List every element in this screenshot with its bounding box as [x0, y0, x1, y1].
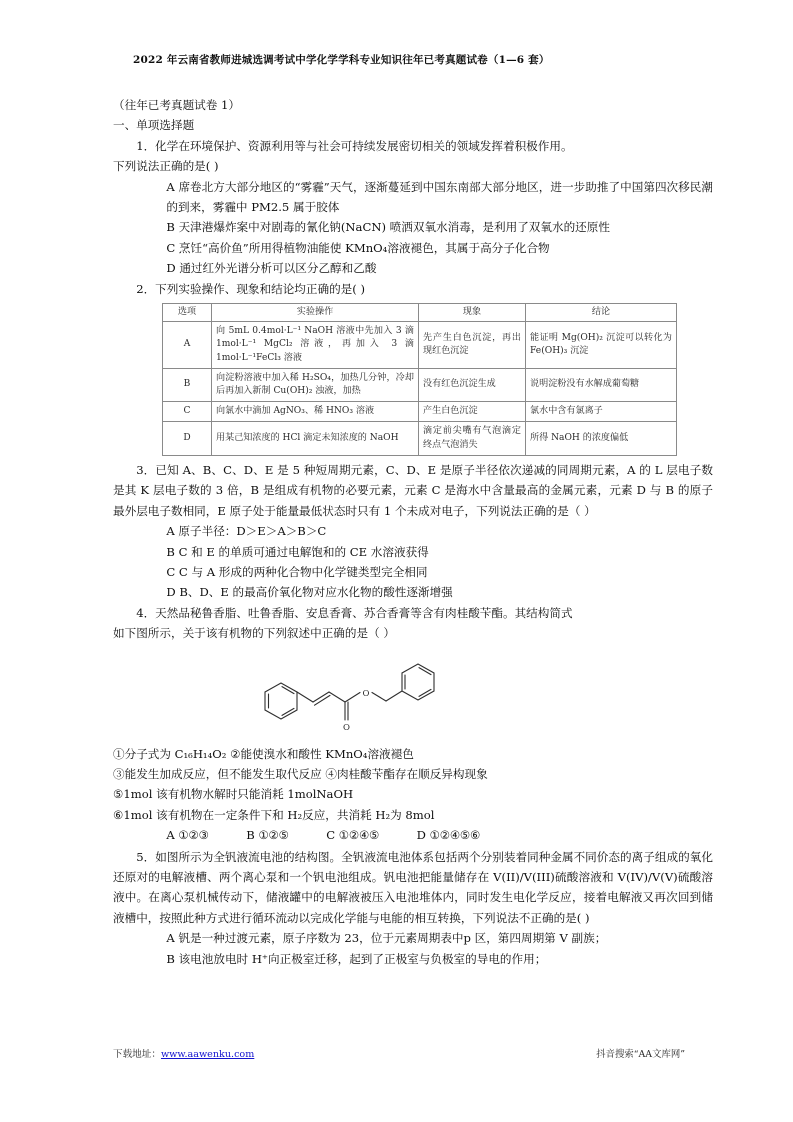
q1-stem-line2: 下列说法正确的是( ) — [113, 159, 219, 174]
table-row — [163, 422, 677, 455]
table-header-option: 选项 — [163, 304, 212, 322]
table-header-phenomenon: 现象 — [419, 304, 526, 322]
q4-answer-a-letter: A — [166, 828, 175, 843]
row-b-operation: 向淀粉溶液中加入稀 H₂SO₄，加热几分钟，冷却后再加入新制 Cu(OH)₂ 浊液，加热 — [212, 368, 419, 401]
download-address — [113, 1046, 254, 1060]
q3-option-c: C C 与 A 形成的两种化合物中化学键类型完全相同 — [166, 564, 428, 579]
q4-answer-d-letter: D — [416, 828, 426, 843]
q3-stem: 3．已知 A、B、C、D、E 是 5 种短周期元素，C、D、E 是原子半径依次递减的同周期元素，A 的 L 层电子数是其 K 层电子数的 3 倍，B 是组成有机物的必要元素，元素 C 是海水中含量最高的金属元素，元素 D 与 B 的原子最外层电子数相同，E 原子处于能量最低状态时只有 1 个未成对电子，下列说法正确的是（ ） — [113, 462, 713, 518]
q4-statement-3-4: ③能发生加成反应，但不能发生取代反应 ④肉桂酸苄酯存在顺反异构现象 — [113, 766, 488, 781]
row-b-conclusion: 说明淀粉没有水解成葡萄糖 — [526, 368, 677, 401]
table-header-operation: 实验操作 — [212, 304, 419, 322]
benzyl-cinnamate-structure-icon — [253, 644, 493, 744]
download-link[interactable]: www.aawenku.com — [160, 1049, 255, 1060]
q1-stem-line1: 1．化学在环境保护、资源利用等与社会可持续发展密切相关的领域发挥着积极作用。 — [136, 138, 573, 153]
q3-option-a: A 原子半径：D＞E＞A＞B＞C — [166, 524, 327, 539]
q4-answer-c-value: ①②④⑤ — [338, 829, 380, 843]
q4-statement-5: ⑤1mol 该有机物水解时只能消耗 1molNaOH — [113, 787, 354, 802]
row-d-conclusion: 所得 NaOH 的浓度偏低 — [526, 422, 677, 455]
row-c-option: C — [163, 402, 212, 422]
table-row — [163, 368, 677, 401]
download-label: 下载地址： — [113, 1049, 161, 1060]
q2-stem: 2．下列实验操作、现象和结论均正确的是( ) — [136, 281, 365, 296]
q4-answer-b-value: ①②⑤ — [258, 829, 289, 843]
q5-option-b: B 该电池放电时 H⁺向正极室迁移，起到了正极室与负极室的导电的作用； — [166, 951, 547, 966]
q1-option-a: A 席卷北方大部分地区的“雾霾”天气，逐渐蔓延到中国东南部大部分地区，进一步助推了中国第四次移民潮的到来，雾霾中 PM2.5 属于胶体 — [166, 179, 713, 215]
douyin-note: 抖音搜索“AA文库网” — [596, 1049, 685, 1060]
q4-answer-d-value: ①②④⑤⑥ — [429, 829, 481, 843]
row-b-phenomenon: 没有红色沉淀生成 — [419, 368, 526, 401]
table-row — [163, 402, 677, 422]
table-header-conclusion: 结论 — [526, 304, 677, 322]
q4-statement-6: ⑥1mol 该有机物在一定条件下和 H₂反应，共消耗 H₂为 8mol — [113, 807, 435, 822]
q4-answer-row — [113, 825, 713, 846]
structure-figure — [113, 646, 713, 742]
row-b-option: B — [163, 368, 212, 401]
experiment-table — [162, 303, 677, 456]
table-header-row — [163, 304, 677, 322]
row-a-conclusion: 能证明 Mg(OH)₂ 沉淀可以转化为 Fe(OH)₃ 沉淀 — [526, 322, 677, 369]
row-d-option: D — [163, 422, 212, 455]
q4-answer-c-letter: C — [326, 828, 336, 843]
q3-option-b: B C 和 E 的单质可通过电解饱和的 CE 水溶液获得 — [166, 544, 429, 559]
ester-oxygen-label: O — [362, 688, 370, 699]
document-body — [113, 95, 713, 969]
q4-answer-b-letter: B — [246, 828, 255, 843]
row-d-phenomenon: 滴定前尖嘴有气泡滴定终点气泡消失 — [419, 422, 526, 455]
row-c-conclusion: 氯水中含有氯离子 — [526, 402, 677, 422]
row-a-phenomenon: 先产生白色沉淀，再出现红色沉淀 — [419, 322, 526, 369]
section-heading: 一、单项选择题 — [113, 118, 195, 133]
row-a-option: A — [163, 322, 212, 369]
q5-option-a: A 钒是一种过渡元素，原子序数为 23，位于元素周期表中p 区，第四周期第 V 副族； — [166, 931, 607, 946]
q1-option-d: D 通过红外光谱分析可以区分乙醇和乙酸 — [166, 261, 377, 276]
row-d-operation: 用某己知浓度的 HCl 滴定未知浓度的 NaOH — [212, 422, 419, 455]
q4-stem-line2: 如下图所示，关于该有机物的下列叙述中正确的是（ ） — [113, 626, 395, 641]
table-row — [163, 322, 677, 369]
paper-label: （往年已考真题试卷 1） — [113, 98, 240, 112]
row-c-phenomenon: 产生白色沉淀 — [419, 402, 526, 422]
row-a-operation: 向 5mL 0.4mol·L⁻¹ NaOH 溶液中先加入 3 滴 1mol·L⁻¹ MgCl₂ 溶液，再加入 3 滴 1mol·L⁻¹FeCl₃ 溶液 — [212, 322, 419, 369]
page-title: 2022 年云南省教师进城选调考试中学化学学科专业知识往年已考真题试卷（1—6 套） — [133, 54, 550, 66]
q4-statement-1-2: ①分子式为 C₁₆H₁₄O₂ ②能使溴水和酸性 KMnO₄溶液褪色 — [113, 746, 414, 761]
q4-stem-line1: 4．天然品秘鲁香脂、吐鲁香脂、安息香膏、苏合香膏等含有肉桂酸苄酯。其结构简式 — [136, 605, 573, 620]
q5-stem: 5．如图所示为全钒液流电池的结构图。全钒液流电池体系包括两个分别装着同种金属不同价态的离子组成的氧化还原对的电解液槽、两个离心泵和一个钒电池组成。钒电池把能量储存在 V(II)/V(III)硫酸溶液和 V(IV)/V(V)硫酸溶液中。在离心泵机械传动下，储液罐中的电解液被压入电池堆体内，同时发生电化学反应，接着电解液又再次回到储液槽中，按照此种方式进行循环流动以完成化学能与电能的相互转换，下列说法不正确的是( ) — [113, 849, 713, 925]
q1-option-b: B 天津港爆炸案中对剧毒的氰化钠(NaCN) 喷洒双氧水消毒，是利用了双氧水的还原性 — [166, 220, 610, 235]
q3-option-d: D B、D、E 的最高价氧化物对应水化物的酸性逐渐增强 — [166, 585, 453, 600]
carbonyl-oxygen-label: O — [343, 722, 350, 733]
q4-answer-a-value: ①②③ — [178, 829, 209, 843]
q1-option-c: C 烹饪“高价鱼”所用得植物油能使 KMnO₄溶液褪色，其属于高分子化合物 — [166, 240, 550, 255]
row-c-operation: 向氯水中滴加 AgNO₃、稀 HNO₃ 溶液 — [212, 402, 419, 422]
